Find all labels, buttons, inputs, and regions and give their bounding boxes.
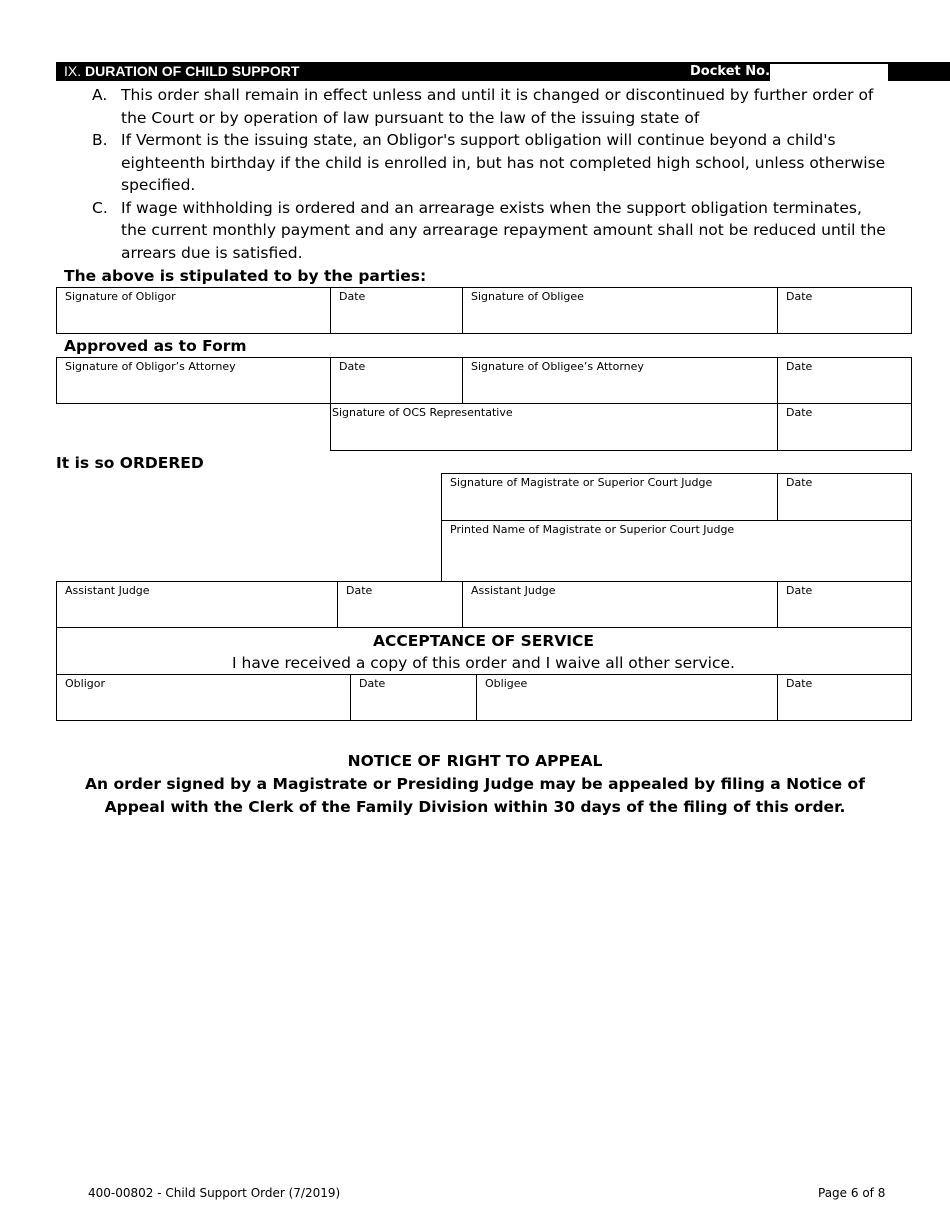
- obligor-field[interactable]: [56, 674, 351, 721]
- approved-heading: Approved as to Form: [64, 337, 247, 355]
- field-label: Date: [786, 290, 813, 303]
- field-label: Signature of Obligor’s Attorney: [65, 360, 236, 373]
- list-item-text: This order shall remain in effect unless and until it is changed or discontinued by further order of the Court or by operation of law pursuant to the law of the issuing state of: [121, 86, 874, 127]
- field-label: Obligee: [485, 677, 528, 690]
- field-label: Date: [786, 360, 813, 373]
- obligee-field[interactable]: [476, 674, 778, 721]
- field-label: Obligor: [65, 677, 105, 690]
- field-label: Signature of Obligee: [471, 290, 584, 303]
- list-item-letter: B.: [92, 131, 108, 149]
- footer-page-number: Page 6 of 8: [818, 1186, 886, 1200]
- signature-judge-field[interactable]: [441, 473, 778, 521]
- acceptance-title: ACCEPTANCE OF SERVICE: [373, 632, 594, 650]
- date-field[interactable]: [350, 674, 477, 721]
- field-label: Signature of Obligor: [65, 290, 176, 303]
- section-title: IX. DURATION OF CHILD SUPPORT: [64, 63, 300, 79]
- date-field[interactable]: [777, 403, 912, 451]
- docket-number-field[interactable]: [770, 64, 888, 82]
- assistant-judge-field[interactable]: [462, 581, 778, 628]
- signature-obligor-field[interactable]: [56, 287, 331, 334]
- date-field[interactable]: [777, 674, 912, 721]
- date-field[interactable]: [777, 473, 912, 521]
- list-item: [92, 84, 892, 129]
- list-item-letter: A.: [92, 86, 108, 104]
- field-label: Date: [359, 677, 386, 690]
- field-label: Date: [339, 360, 366, 373]
- stipulated-heading: The above is stipulated to by the parties:: [64, 267, 427, 285]
- signature-obligee-field[interactable]: [462, 287, 778, 334]
- signature-ocs-field[interactable]: [330, 403, 778, 451]
- field-label: Assistant Judge: [65, 584, 150, 597]
- docket-label: Docket No.: [690, 64, 771, 79]
- list-item: [92, 129, 892, 197]
- field-label: Signature of OCS Representative: [332, 406, 513, 419]
- field-label: Date: [339, 290, 366, 303]
- list-item-letter: C.: [92, 198, 108, 217]
- date-field[interactable]: [777, 357, 912, 404]
- date-field[interactable]: [330, 287, 463, 334]
- notice-text: An order signed by a Magistrate or Presiding Judge may be appealed by filing a Notice of Appeal with the Clerk of the Family Division within 30 days of the filing of this order.: [85, 775, 865, 816]
- assistant-judge-field[interactable]: [56, 581, 338, 628]
- field-label: Date: [346, 584, 373, 597]
- printed-name-judge-field[interactable]: [441, 520, 912, 582]
- duration-list: [92, 84, 892, 264]
- field-label: Date: [786, 406, 813, 419]
- field-label: Signature of Obligee’s Attorney: [471, 360, 644, 373]
- ordered-heading: It is so ORDERED: [56, 454, 204, 472]
- date-field[interactable]: [337, 581, 463, 628]
- field-label: Date: [786, 677, 813, 690]
- notice-title: NOTICE OF RIGHT TO APPEAL: [347, 752, 603, 770]
- field-label: Date: [786, 476, 813, 489]
- list-item: [92, 197, 892, 265]
- signature-obligee-attorney-field[interactable]: [462, 357, 778, 404]
- signature-obligor-attorney-field[interactable]: [56, 357, 331, 404]
- field-label: Assistant Judge: [471, 584, 556, 597]
- footer-form-id: 400-00802 - Child Support Order (7/2019): [88, 1186, 341, 1200]
- field-label: Signature of Magistrate or Superior Court Judge: [450, 476, 713, 489]
- field-label: Date: [786, 584, 813, 597]
- list-item-text: If wage withholding is ordered and an arrearage exists when the support obligation terminates, the current monthly payment and any arrearage repayment amount shall not be reduced until the arrears due is satisfied.: [121, 198, 886, 262]
- acceptance-text: I have received a copy of this order and I waive all other service.: [232, 654, 735, 672]
- date-field[interactable]: [777, 581, 912, 628]
- field-label: Printed Name of Magistrate or Superior Court Judge: [450, 523, 735, 536]
- date-field[interactable]: [330, 357, 463, 404]
- date-field[interactable]: [777, 287, 912, 334]
- list-item-text: If Vermont is the issuing state, an Obligor's support obligation will continue beyond a child's eighteenth birthday if the child is enrolled in, but has not completed high school, unless otherwise specified.: [121, 131, 886, 194]
